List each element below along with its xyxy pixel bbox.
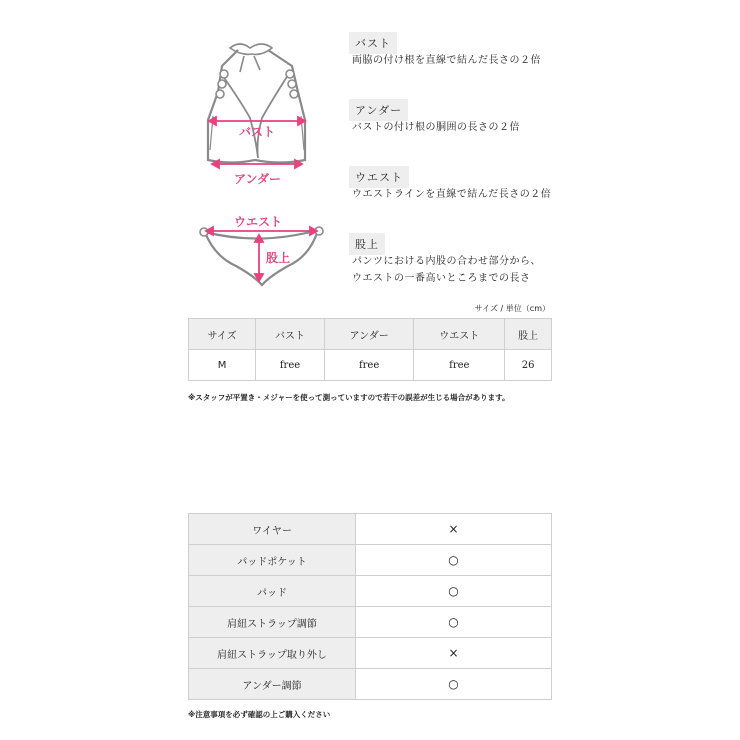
- feature-name-cell: 肩紐ストラップ取り外し: [189, 638, 356, 669]
- term-under-tag: アンダー: [349, 99, 408, 121]
- waist-diagram-label: ウエスト: [234, 215, 283, 229]
- feature-name-cell: 肩紐ストラップ調節: [189, 607, 356, 638]
- table-row: [189, 576, 552, 607]
- rise-arrow: [255, 235, 263, 281]
- feature-name-cell: パッド: [189, 576, 356, 607]
- unit-note: サイズ / 単位（cm）: [474, 304, 550, 313]
- term-rise-desc-line-2: ウエストの一番高いところまでの長さ: [352, 273, 531, 284]
- feature-name-cell: アンダー調節: [189, 669, 356, 700]
- feature-name-cell: ワイヤー: [189, 514, 356, 545]
- rise-header-cell: 股上: [505, 319, 552, 350]
- table-row: [189, 514, 552, 545]
- feature-mark-cell: ×: [356, 638, 552, 669]
- feature-mark-cell: ○: [356, 576, 552, 607]
- term-rise-tag: 股上: [349, 233, 385, 255]
- feature-name-cell: パッドポケット: [189, 545, 356, 576]
- table-row: [189, 350, 552, 381]
- size-header-cell: サイズ: [189, 319, 256, 350]
- feature-mark-cell: ○: [356, 545, 552, 576]
- term-bust-tag: バスト: [349, 32, 397, 54]
- waist-value-cell: free: [414, 350, 505, 381]
- feature-table: [188, 513, 552, 700]
- rise-diagram-label: 股上: [266, 251, 291, 265]
- feature-mark-cell: ×: [356, 514, 552, 545]
- rise-value-cell: 26: [505, 350, 552, 381]
- bust-diagram-label: バスト: [239, 125, 276, 139]
- under-value-cell: free: [324, 350, 413, 381]
- size-value-cell: M: [189, 350, 256, 381]
- size-table: [188, 318, 552, 381]
- garment-diagram: [0, 0, 340, 300]
- feature-mark-cell: ○: [356, 669, 552, 700]
- size-table-header-row: [189, 319, 552, 350]
- table-row: [189, 607, 552, 638]
- bust-arrow: [209, 117, 305, 125]
- term-waist-tag: ウエスト: [349, 166, 409, 188]
- table-row: [189, 669, 552, 700]
- under-header-cell: アンダー: [324, 319, 413, 350]
- term-under-desc: バストの付け根の胴囲の長さの２倍: [352, 122, 520, 133]
- term-bust-desc: 両脇の付け根を直線で結んだ長さの２倍: [352, 55, 541, 66]
- bikini-top-illustration: [208, 44, 305, 163]
- table-row: [189, 638, 552, 669]
- purchase-note: ※注意事項を必ず確認の上ご購入ください: [188, 710, 331, 719]
- waist-header-cell: ウエスト: [414, 319, 505, 350]
- feature-mark-cell: ○: [356, 607, 552, 638]
- bust-value-cell: free: [256, 350, 325, 381]
- bust-header-cell: バスト: [256, 319, 325, 350]
- measurement-note: ※スタッフが平置き・メジャーを使って測っていますので若干の誤差が生じる場合があります。: [188, 393, 510, 402]
- term-rise-desc-line-1: パンツにおける内股の合わせ部分から、: [352, 256, 541, 267]
- table-row: [189, 545, 552, 576]
- under-diagram-label: アンダー: [234, 172, 282, 186]
- term-waist-desc: ウエストラインを直線で結んだ長さの２倍: [352, 189, 552, 200]
